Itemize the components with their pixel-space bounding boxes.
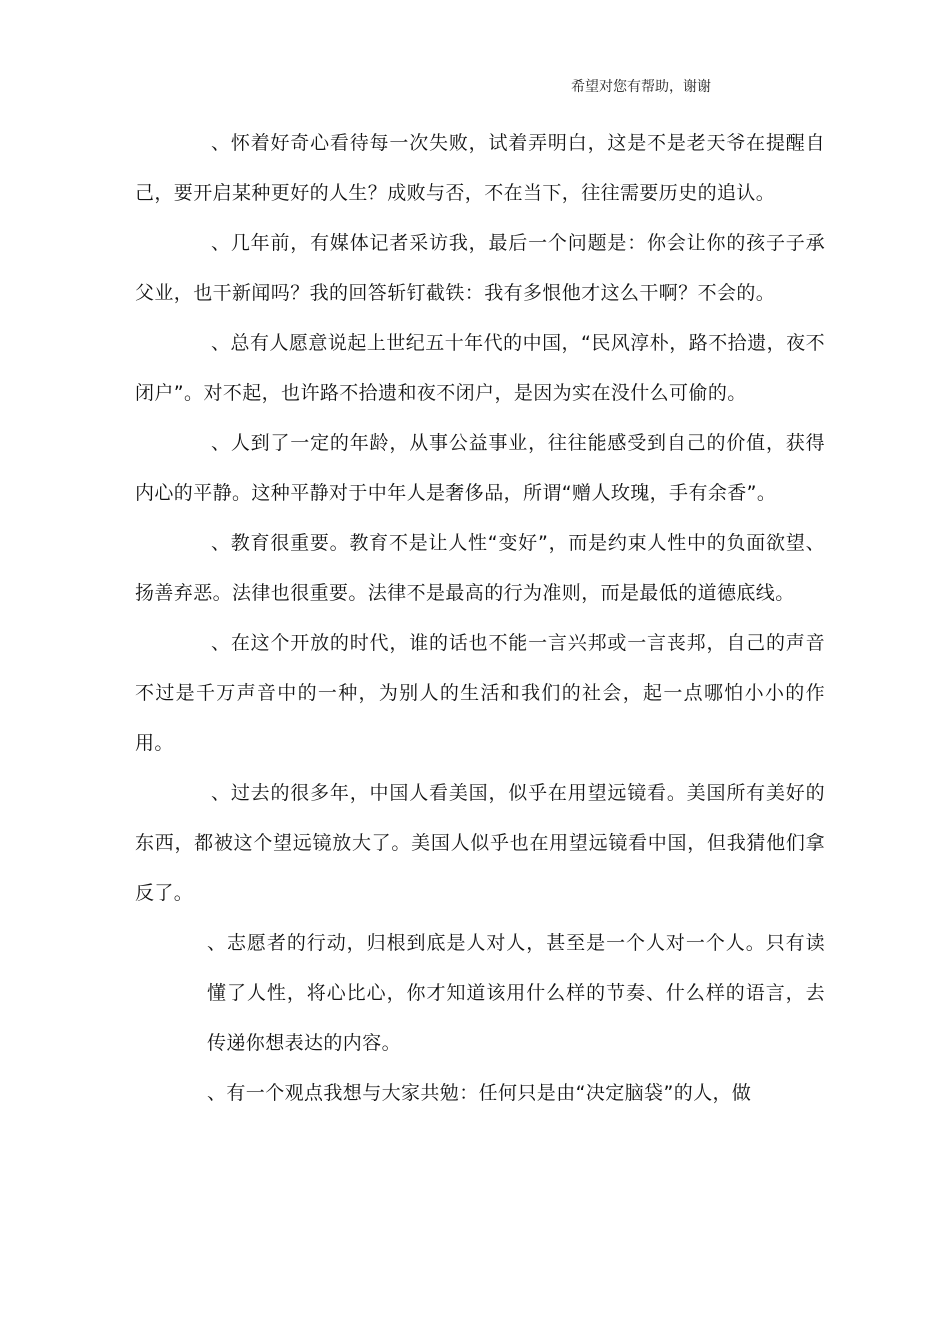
paragraph-8: 、志愿者的行动，归根到底是人对人，甚至是一个人对一个人。只有读懂了人性，将心比心，你才知道该用什么样的节奏、什么样的语言，去传递你想表达的内容。 <box>207 932 825 1054</box>
paragraph-6: 、在这个开放的时代，谁的话也不能一言兴邦或一言丧邦，自己的声音不过是千万声音中的一种，为别人的生活和我们的社会，起一点哪怕小小的作用。 <box>135 632 825 754</box>
paragraph-3: 、总有人愿意说起上世纪五十年代的中国，“民风淳朴，路不拾遗，夜不闭户”。对不起，也许路不拾遗和夜不闭户，是因为实在没什么可偷的。 <box>135 332 825 404</box>
header-note: 希望对您有帮助，谢谢 <box>571 79 711 95</box>
paragraph-9: 、有一个观点我想与大家共勉：任何只是由“决定脑袋”的人，做 <box>207 1082 752 1104</box>
paragraph-2: 、几年前，有媒体记者采访我，最后一个问题是：你会让你的孩子子承父业，也干新闻吗？我的回答斩钉截铁：我有多恨他才这么干啊？不会的。 <box>135 232 825 304</box>
paragraph-7: 、过去的很多年，中国人看美国，似乎在用望远镜看。美国所有美好的东西，都被这个望远镜放大了。美国人似乎也在用望远镜看中国，但我猜他们拿反了。 <box>135 782 825 904</box>
paragraph-4: 、人到了一定的年龄，从事公益事业，往往能感受到自己的价值，获得内心的平静。这种平静对于中年人是奢侈品，所谓“赠人玫瑰，手有余香”。 <box>135 432 825 504</box>
paragraph-5: 、教育很重要。教育不是让人性“变好”，而是约束人性中的负面欲望、扬善弃恶。法律也很重要。法律不是最高的行为准则，而是最低的道德底线。 <box>135 532 825 604</box>
document-body <box>135 118 825 1118</box>
paragraph-1: 、怀着好奇心看待每一次失败，试着弄明白，这是不是老天爷在提醒自己，要开启某种更好的人生？成败与否，不在当下，往往需要历史的追认。 <box>135 132 825 204</box>
